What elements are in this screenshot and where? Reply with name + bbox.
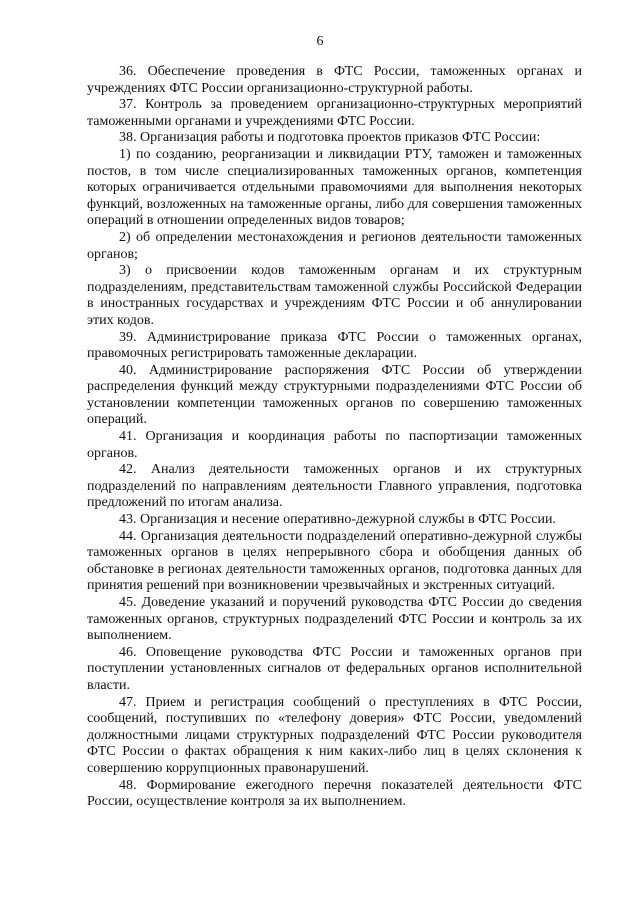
paragraph-48: 48. Формирование ежегодного перечня показателей деятельности ФТС России, осуществление контроля за их выполнением. [87, 777, 582, 810]
paragraph-44: 44. Организация деятельности подразделений оперативно-дежурной службы таможенных органов в целях непрерывного сбора и обобщения данных об обстановке в регионах деятельности таможенных органов, подготовка данных для принятия решений при возникновении чрезвычайных и экстренных ситуаций. [87, 528, 582, 594]
paragraph-37: 37. Контроль за проведением организационно-структурных мероприятий таможенными органами и учреждениями ФТС России. [87, 97, 582, 129]
paragraph-41: 41. Организация и координация работы по паспортизации таможенных органов. [87, 429, 582, 461]
paragraph-40: 40. Администрирование распоряжения ФТС России об утверждении распределения функций между структурными подразделениями ФТС России об установлении компетенции таможенных органов по совершению таможенных операций. [87, 362, 582, 428]
paragraph-45: 45. Доведение указаний и поручений руководства ФТС России до сведения таможенных органов, структурных подразделений ФТС России и контроль за их выполнением. [87, 595, 582, 644]
paragraph-36: 36. Обеспечение проведения в ФТС России, таможенных органах и учреждениях ФТС России организационно-структурной работы. [87, 64, 582, 96]
paragraph-47: 47. Прием и регистрация сообщений о преступлениях в ФТС России, сообщений, поступивших по «телефону доверия» ФТС России, уведомлений должностными лицами структурных подразделений ФТС России руководителя ФТС России о фактах обращения к ним каких-либо лиц в целях склонения к совершению коррупционных правонарушений. [87, 694, 582, 776]
paragraph-46: 46. Оповещение руководства ФТС России и таможенных органов при поступлении установленных сигналов от федеральных органов исполнительной власти. [87, 644, 582, 693]
paragraph-43: 43. Организация и несение оперативно-дежурной службы в ФТС России. [119, 512, 556, 528]
paragraph-39: 39. Администрирование приказа ФТС России о таможенных органах, правомочных регистрировать таможенные декларации. [87, 329, 582, 362]
paragraph-38-item-2: 2) об определении местонахождения и регионов деятельности таможенных органов; [87, 229, 582, 262]
paragraph-38: 38. Организация работы и подготовка проектов приказов ФТС России: [119, 130, 541, 146]
document-body [87, 64, 582, 811]
paragraph-42: 42. Анализ деятельности таможенных органов и их структурных подразделений по направлениям деятельности Главного управления, подготовка предложений по итогам анализа. [87, 462, 582, 511]
paragraph-38-item-1: 1) по созданию, реорганизации и ликвидации РТУ, таможен и таможенных постов, в том числе специализированных таможенных органов, компетенция которых ограничивается отдельными правомочиями для выполнения некоторых функций, возложенных на таможенные органы, либо для совершения таможенных операций в отношении определенных видов товаров; [87, 146, 582, 229]
paragraph-38-item-3: 3) о присвоении кодов таможенным органам и их структурным подразделениям, представительствам таможенной службы Российской Федерации в иностранных государствах и учреждениям ФТС России и об аннулировании этих кодов. [87, 263, 582, 328]
page-number: 6 [316, 34, 324, 49]
